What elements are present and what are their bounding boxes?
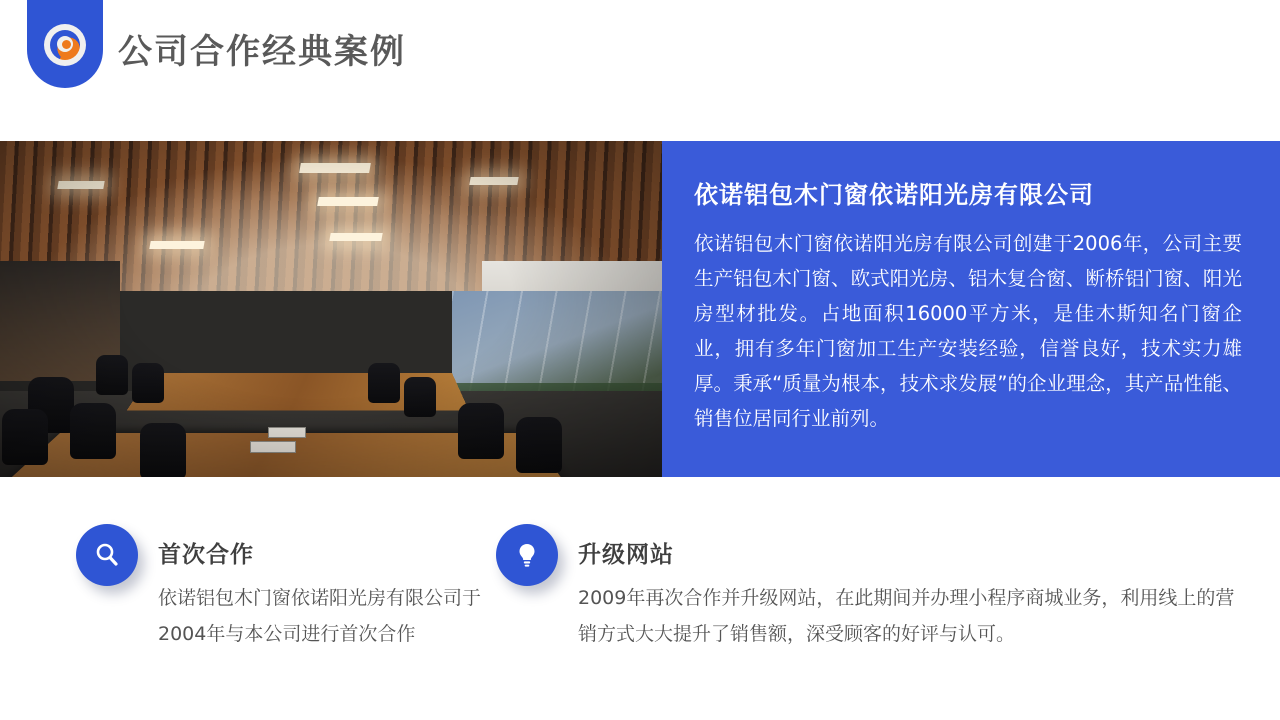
feature-title: 升级网站	[578, 542, 674, 568]
search-icon	[76, 524, 138, 586]
lightbulb-icon	[496, 524, 558, 586]
hero-section	[0, 141, 1280, 477]
page-title: 公司合作经典案例	[118, 32, 406, 72]
office-conference-room-photo	[0, 141, 662, 477]
feature-description: 2009年再次合作并升级网站，在此期间并办理小程序商城业务，利用线上的营销方式大大提升了销售额，深受顾客的好评与认可。	[578, 587, 1235, 645]
company-description: 依诺铝包木门窗依诺阳光房有限公司创建于2006年，公司主要生产铝包木门窗、欧式阳光房、铝木复合窗、断桥铝门窗、阳光房型材批发。占地面积16000平方米，是佳木斯知名门窗企业，拥有多年门窗加工生产安装经验，信誉良好，技术实力雄厚。秉承“质量为根本，技术求发展”的企业理念，其产品性能、销售位居同行业前列。	[694, 232, 1242, 430]
company-name: 依诺铝包木门窗依诺阳光房有限公司	[694, 181, 1094, 209]
features-section	[0, 477, 1280, 720]
slide-header	[0, 0, 1280, 141]
logo-shield	[27, 0, 103, 88]
photo-vignette	[0, 141, 662, 477]
company-logo-icon	[44, 24, 86, 66]
logo-mark-icon	[50, 30, 80, 60]
feature-description: 依诺铝包木门窗依诺阳光房有限公司于2004年与本公司进行首次合作	[158, 587, 482, 645]
company-info-panel	[662, 141, 1280, 477]
feature-title: 首次合作	[158, 542, 254, 568]
